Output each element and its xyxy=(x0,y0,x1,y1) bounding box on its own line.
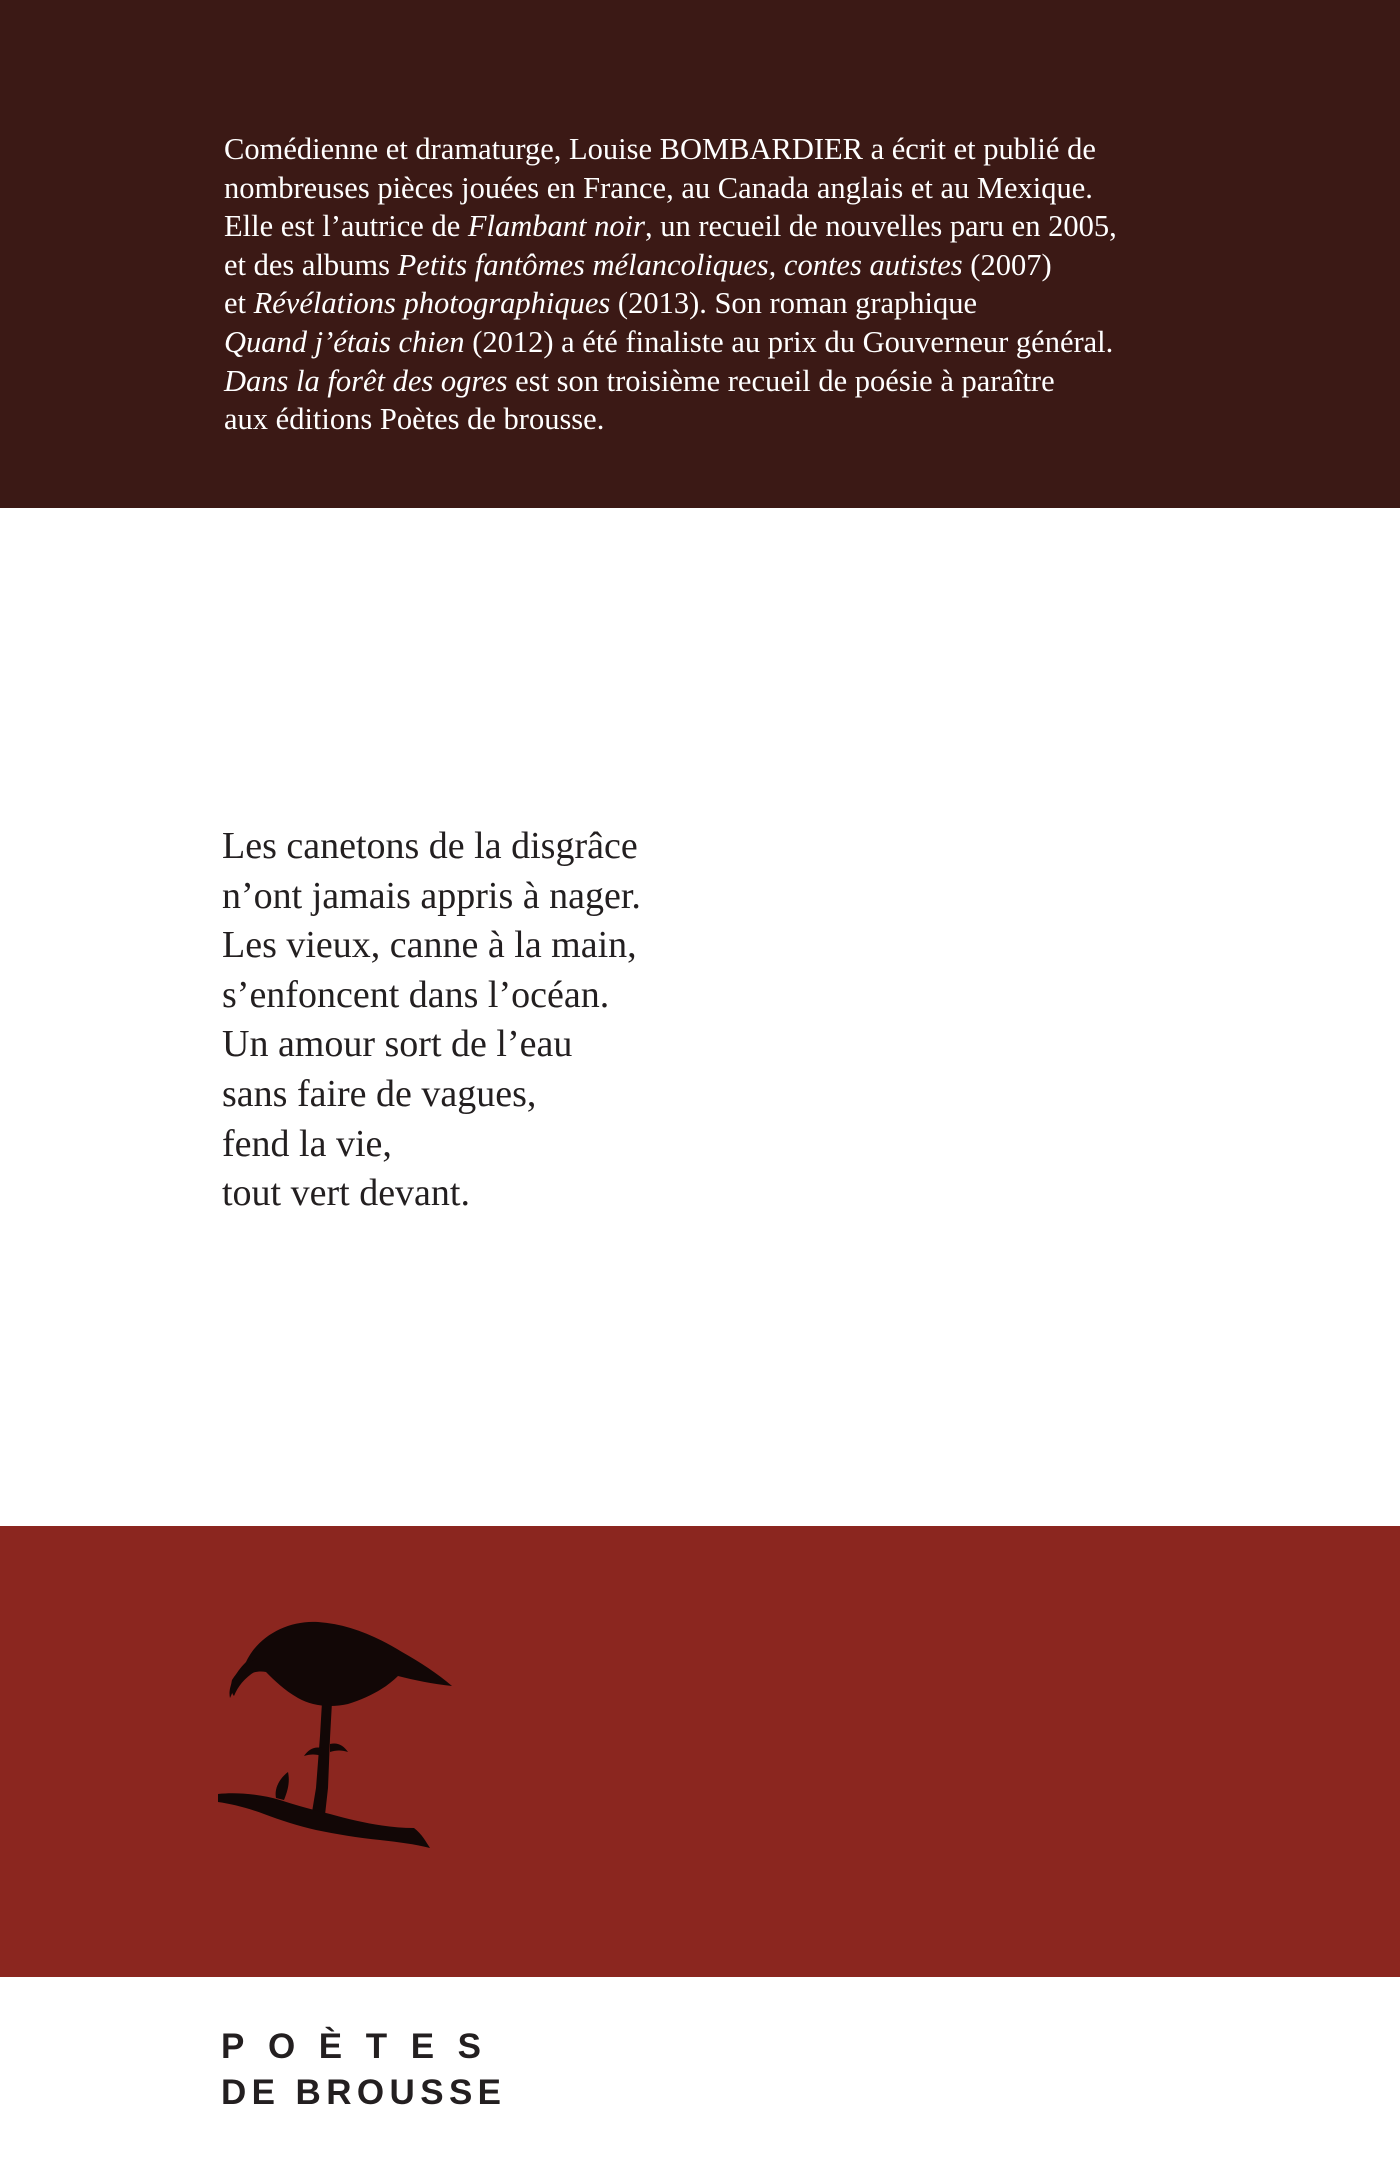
author-bio-band xyxy=(0,0,1400,508)
bio-text: (2007) xyxy=(962,247,1052,282)
bio-line xyxy=(224,246,1304,285)
book-title-flambant-noir: Flambant noir xyxy=(467,209,645,244)
bio-line xyxy=(224,207,1304,246)
book-title-foret-des-ogres: Dans la forêt des ogres xyxy=(224,363,508,398)
logo-band xyxy=(0,1526,1400,1977)
bio-line xyxy=(224,362,1304,401)
bio-text: et xyxy=(224,286,254,321)
book-title-petits-fantomes: Petits fantômes mélancoliques, contes autistes xyxy=(397,247,963,282)
poem-line: Les vieux, canne à la main, xyxy=(222,924,637,967)
poem-line: n’ont jamais appris à nager. xyxy=(222,874,641,917)
bio-line xyxy=(224,323,1304,362)
bio-line xyxy=(224,284,1304,323)
bio-text: , un recueil de nouvelles paru en 2005, xyxy=(644,209,1117,244)
crow-on-branch-icon xyxy=(218,1618,454,1848)
poem-line: Un amour sort de l’eau xyxy=(222,1023,573,1066)
book-title-quand-jetais-chien: Quand j’étais chien xyxy=(224,324,465,359)
author-bio xyxy=(224,130,1304,439)
bio-line: aux éditions Poètes de brousse. xyxy=(224,402,605,437)
bio-text: Elle est l’autrice de xyxy=(224,209,468,244)
poem-line: tout vert devant. xyxy=(222,1172,470,1215)
publisher-name-line-1: POÈTES xyxy=(221,2027,505,2066)
publisher-logo xyxy=(221,2024,506,2116)
bio-text: (2013). Son roman graphique xyxy=(610,286,978,321)
bio-line: Comédienne et dramaturge, Louise BOMBARDIER a écrit et publié de xyxy=(224,132,1096,166)
bio-text: est son troisième recueil de poésie à paraître xyxy=(507,363,1055,398)
poem-line: s’enfoncent dans l’océan. xyxy=(222,973,610,1016)
publisher-name-line-2: DE BROUSSE xyxy=(221,2073,507,2112)
poem-line: fend la vie, xyxy=(222,1122,392,1165)
bio-line: nombreuses pièces jouées en France, au Canada anglais et au Mexique. xyxy=(224,170,1093,205)
poem-excerpt xyxy=(222,822,922,1219)
bio-text: et des albums xyxy=(224,247,398,282)
poem-line: sans faire de vagues, xyxy=(222,1072,537,1115)
poem-line: Les canetons de la disgrâce xyxy=(222,825,638,867)
bio-text: (2012) a été finaliste au prix du Gouverneur général. xyxy=(464,324,1114,359)
book-title-revelations: Révélations photographiques xyxy=(253,286,611,321)
